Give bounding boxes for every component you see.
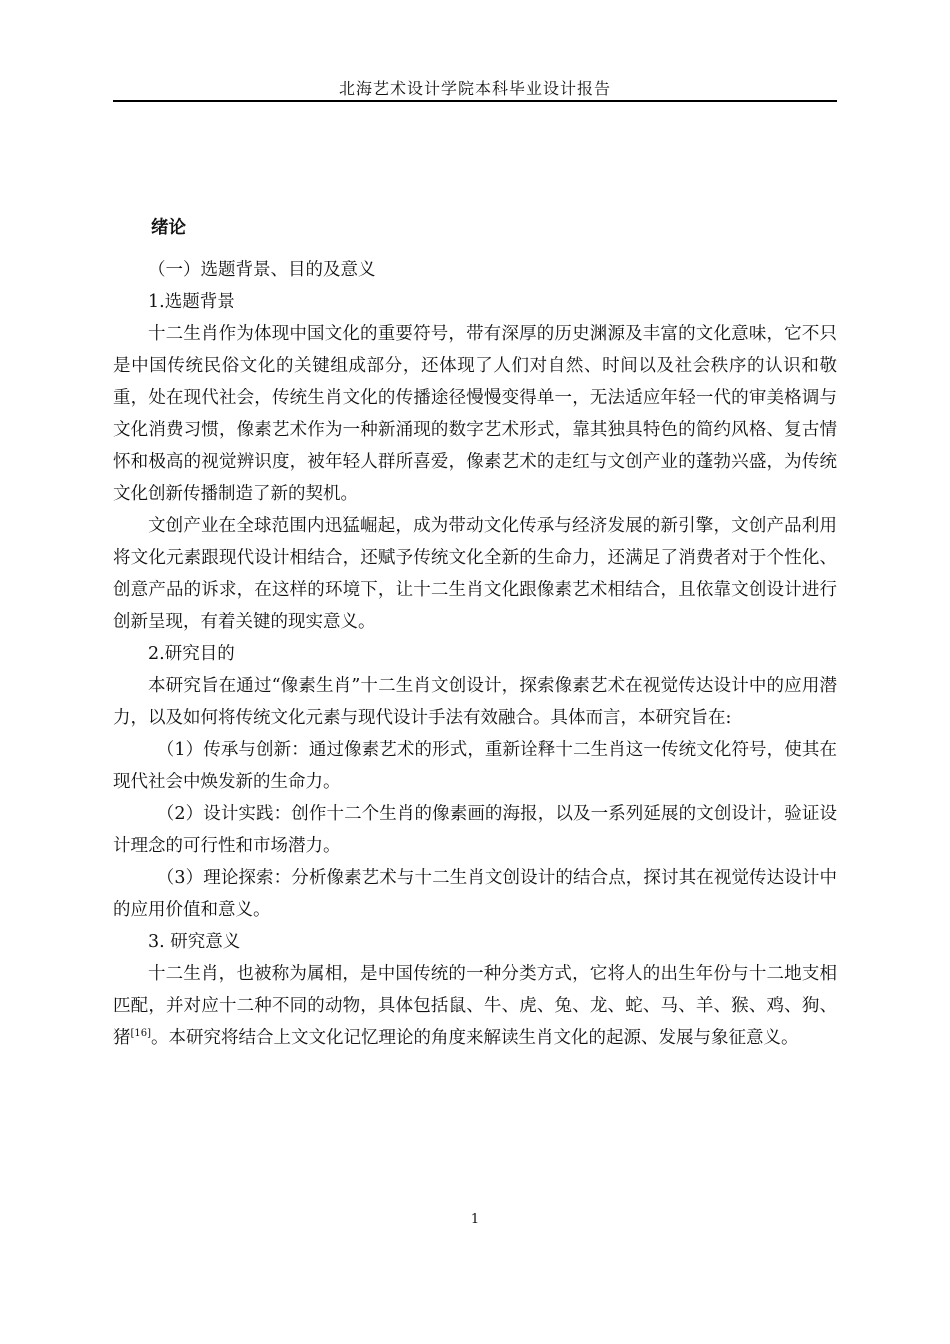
heading-significance: 3. 研究意义 [148,932,241,952]
document-body [113,212,837,1054]
significance-text-b: 。本研究将结合上文文化记忆理论的角度来解读生肖文化的起源、发展与象征意义。 [151,1028,799,1048]
paragraph-purpose: 本研究旨在通过“像素生肖”十二生肖文创设计，探索像素艺术在视觉传达设计中的应用潜力，以及如何将传统文化元素与现代设计手法有效融合。具体而言，本研究旨在: [113,676,837,728]
header-divider [113,100,837,102]
paragraph-industry: 文创产业在全球范围内迅猛崛起，成为带动文化传承与经济发展的新引擎，文创产品利用将文化元素跟现代设计相结合，还赋予传统文化全新的生命力，还满足了消费者对于个性化、创意产品的诉求，在这样的环境下，让十二生肖文化跟像素艺术相结合，且依靠文创设计进行创新呈现，有着关键的现实意义。 [113,516,837,632]
heading-purpose: 2.研究目的 [148,644,235,664]
subsection-heading: （一）选题背景、目的及意义 [148,260,376,280]
page-number: 1 [470,1212,480,1227]
paragraph-background: 十二生肖作为体现中国文化的重要符号，带有深厚的历史渊源及丰富的文化意味，它不只是中国传统民俗文化的关键组成部分，还体现了人们对自然、时间以及社会秩序的认识和敬重，处在现代社会，传统生肖文化的传播途径慢慢变得单一，无法适应年轻一代的审美格调与文化消费习惯，像素艺术作为一种新涌现的数字艺术形式，靠其独具特色的简约风格、复古情怀和极高的视觉辨识度，被年轻人群所喜爱，像素艺术的走红与文创产业的蓬勃兴盛，为传统文化创新传播制造了新的契机。 [113,324,837,504]
purpose-item-1: （1）传承与创新：通过像素艺术的形式，重新诠释十二生肖这一传统文化符号，使其在现代社会中焕发新的生命力。 [113,740,837,792]
purpose-item-3: （3）理论探索：分析像素艺术与十二生肖文创设计的结合点，探讨其在视觉传达设计中的应用价值和意义。 [113,868,837,920]
citation-ref[interactable]: [16] [130,1028,152,1039]
section-title: 绪论 [151,218,186,238]
purpose-item-2: （2）设计实践：创作十二个生肖的像素画的海报，以及一系列延展的文创设计，验证设计理念的可行性和市场潜力。 [113,804,837,856]
paragraph-significance [113,958,837,1054]
significance-text-a: 十二生肖，也被称为属相，是中国传统的一种分类方式，它将人的出生年份与十二地支相匹配，并对应十二种不同的动物，具体包括鼠、牛、虎、兔、龙、蛇、马、羊、猴、鸡、狗、猪 [113,964,837,1048]
page-header: 北海艺术设计学院本科毕业设计报告 [338,79,611,98]
heading-background: 1.选题背景 [148,292,235,312]
